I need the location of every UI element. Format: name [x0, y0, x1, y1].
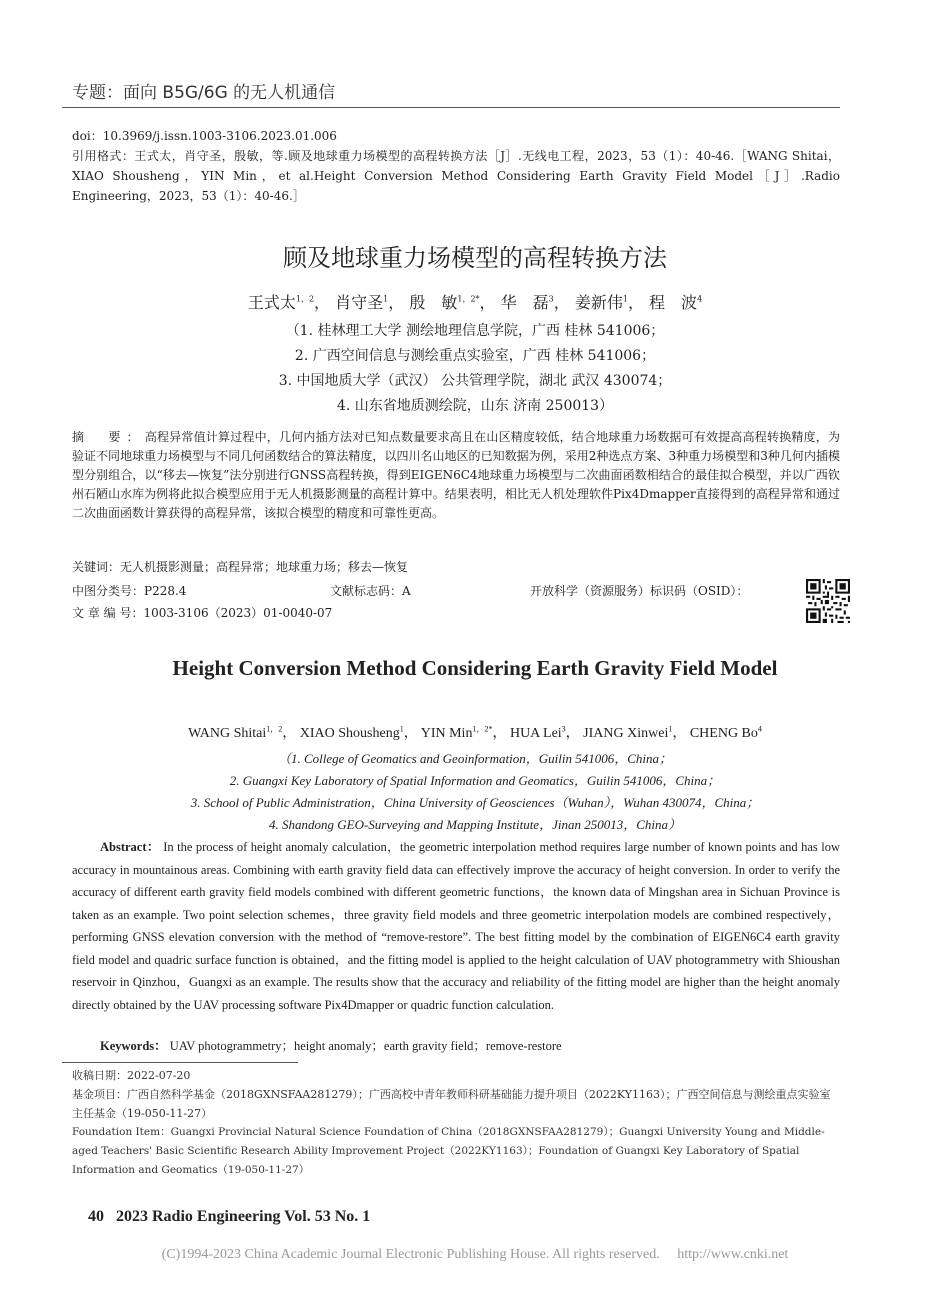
copyright-notice: (C)1994-2023 China Academic Journal Electronic Publishing House. All rights reserved. http://www.cnki.net — [161, 1247, 789, 1262]
author: JIANG Xinwei$^1$ — [583, 724, 673, 741]
cn-title: 顾及地球重力场模型的高程转换方法 — [283, 244, 667, 272]
clc-number: 中图分类号：P228.4 — [72, 584, 187, 598]
citation-format: 引用格式：王式太，肖守圣，殷敏，等.顾及地球重力场模型的高程转换方法［J］.无线电工程，2023，53（1）：40-46.［WANG Shitai，XIAO Shousheng，YIN Min，et al.Height Conversion Method Considering Earth Gravity Field Model［J］.Radio Engineering，2023，53（1）：40-46.］ — [72, 149, 840, 203]
page-footer — [88, 1208, 370, 1226]
en-abstract-text: In the process of height anomaly calculation，the geometric interpolation method requires large number of known points and has low accuracy in mountainous areas. Combining with earth gravity field data can effectively improve the accuracy of height conversion. In order to verify the accuracy of different earth gravity field models combined with different geometric functions，the known data of Mingshan area in Sichuan Province is taken as an example. Two point selection schemes，three gravity field models and three geometric interpolation models are combined respectively，performing GNSS elevation conversion with the method of “remove-restore”. The best fitting model by the combination of EIGEN6C4 earth gravity field model and quadric surface function is obtained，and the fitting model is applied to the height calculation of UAV photogrammetry with Shioushan reservoir in Qinzhou，Guangxi as an example. The results show that the accuracy and reliability of the fitting model are higher than the height anomaly directly obtained by the UAV processing software Pix4Dmapper or quadric function calculation. — [72, 840, 841, 1012]
author: WANG Shitai$^{1,2}$ — [188, 724, 283, 741]
doi[interactable]: doi：10.3969/j.issn.1003-3106.2023.01.006 — [72, 129, 337, 143]
author: YIN Min$^{1,2*}$ — [420, 724, 493, 741]
cn-authors: 王式太$^{1,2}$， 肖守圣$^1$， 殷 敏$^{1,2*}$， 华 磊$^3$， 姜新伟$^1$， 程 波$^4$ — [247, 293, 703, 312]
received-date: 收稿日期：2022-07-20 — [72, 1069, 191, 1082]
section-header: 专题：面向 B5G/6G 的无人机通信 — [72, 83, 336, 103]
author: 姜新伟$^1$ — [574, 293, 628, 312]
author: 华 磊$^3$ — [500, 293, 554, 312]
fund-cn: 基金项目：广西自然科学基金（2018GXNSFAA281279）；广西高校中青年教师科研基础能力提升项目（2022KY1163）；广西空间信息与测绘重点实验室主任基金（19-050-11-27） — [72, 1088, 831, 1120]
osid-label: 开放科学（资源服务）标识码（OSID）： — [530, 584, 749, 598]
en-affiliation: 4. Shandong GEO-Surveying and Mapping Institute，Jinan 250013，China） — [269, 817, 681, 832]
en-authors: WANG Shitai$^{1,2}$， XIAO Shousheng$^1$， YIN Min$^{1,2*}$， HUA Lei$^3$， JIANG Xinwei$^1$， CHENG Bo$^4$ — [188, 724, 762, 741]
author: 程 波$^4$ — [649, 293, 703, 312]
cn-abstract — [72, 428, 840, 523]
en-title: Height Conversion Method Considering Earth Gravity Field Model — [172, 656, 778, 680]
en-affiliation: 3. School of Public Administration，China University of Geosciences（Wuhan），Wuhan 430074，China； — [190, 795, 760, 810]
header-divider — [62, 107, 840, 108]
author: CHENG Bo$^4$ — [689, 724, 762, 741]
author: 殷 敏$^{1,2*}$ — [409, 293, 480, 312]
cn-abstract-text: 高程异常值计算过程中，几何内插方法对已知点数量要求高且在山区精度较低，结合地球重力场数据可有效提高高程转换精度，为验证不同地球重力场模型与不同几何函数结合的算法精度，以四川名山地区的已知数据为例，采用2种选点方案、3种重力场模型和3种几何内插模型分别组合，以“移去—恢复”法分别进行GNSS高程转换，得到EIGEN6C4地球重力场模型与二次曲面函数相结合的最佳拟合模型，并以广西钦州石陋山水库为例将此拟合模型应用于无人机摄影测量的高程计算中。结果表明，相比无人机处理软件Pix4Dmapper直接得到的高程异常和通过二次曲面函数计算获得的高程异常，该拟合模型的精度和可靠性更高。 — [72, 430, 840, 520]
cn-keywords: 关键词：无人机摄影测量；高程异常；地球重力场；移去—恢复 — [72, 560, 409, 574]
cn-affiliation: 2. 广西空间信息与测绘重点实验室，广西 桂林 541006； — [294, 348, 656, 364]
page-number: 40 — [88, 1208, 104, 1225]
cn-affiliation: 4. 山东省地质测绘院，山东 济南 250013） — [336, 398, 614, 414]
author: XIAO Shousheng$^1$ — [299, 724, 404, 741]
journal-info: 2023 Radio Engineering Vol. 53 No. 1 — [116, 1208, 371, 1225]
document-code: 文献标志码：A — [330, 584, 411, 598]
fund-en: Foundation Item：Guangxi Provincial Natural Science Foundation of China（2018GXNSFAA281279）；Guangxi University Young and Middle-aged Teachers' Basic Scientific Research Ability Improvement Project（2022KY1163）；Foundation of Guangxi Key Laboratory of Spatial Information and Geomatics（19-050-11-27） — [72, 1126, 825, 1176]
author: 肖守圣$^1$ — [335, 293, 389, 312]
en-keywords: Keywords： UAV photogrammetry；height anomaly；earth gravity field；remove-restore — [100, 1039, 562, 1053]
author: 王式太$^{1,2}$ — [247, 293, 315, 312]
article-number: 文 章 编 号：1003-3106（2023）01-0040-07 — [72, 606, 333, 620]
en-affiliation: 2. Guangxi Key Laboratory of Spatial Information and Geomatics，Guilin 541006，China； — [229, 773, 721, 788]
author: HUA Lei$^3$ — [509, 724, 566, 741]
en-affiliation: （1. College of Geomatics and Geoinformation，Guilin 541006，China； — [278, 751, 672, 766]
footnote-divider — [62, 1062, 298, 1063]
en-abstract — [72, 836, 840, 1016]
cn-abstract-label: 摘 要： — [72, 430, 145, 444]
osid-qr-code-icon[interactable] — [806, 579, 850, 623]
en-abstract-label: Abstract： — [100, 840, 160, 854]
cn-affiliation: 3. 中国地质大学（武汉） 公共管理学院，湖北 武汉 430074； — [278, 373, 672, 389]
cn-affiliation: （1. 桂林理工大学 测绘地理信息学院，广西 桂林 541006； — [285, 323, 665, 339]
citation-block — [72, 126, 840, 206]
footnotes — [72, 1066, 840, 1180]
